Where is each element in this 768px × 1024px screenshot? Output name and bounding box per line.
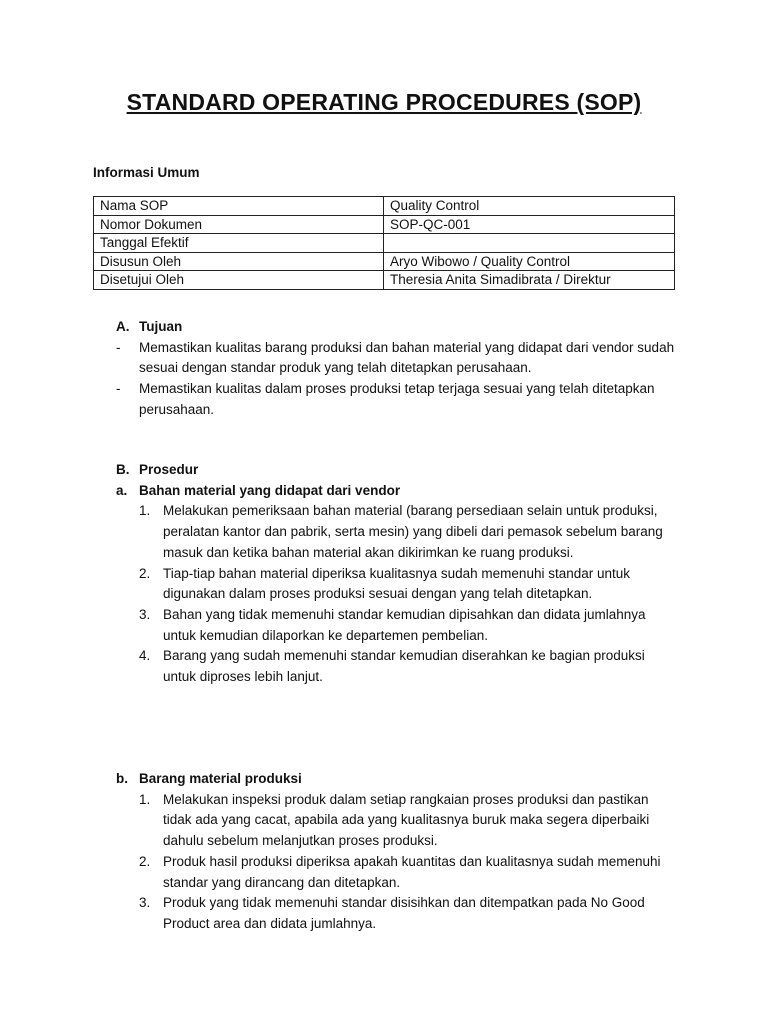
- info-value: [384, 234, 675, 253]
- table-row: [94, 252, 675, 271]
- info-label: Nama SOP: [94, 197, 384, 216]
- list-item: [116, 501, 676, 563]
- section-marker: A.: [116, 319, 130, 334]
- item-text: Produk yang tidak memenuhi standar disisihkan dan ditempatkan pada No Good Product area dan didata jumlahnya.: [163, 895, 645, 931]
- general-info-heading: Informasi Umum: [93, 165, 200, 180]
- section-b: [116, 460, 676, 688]
- list-item: [116, 790, 676, 852]
- item-text: Tiap-tiap bahan material diperiksa kualitasnya sudah memenuhi standar untuk digunakan dalam proses produksi sesuai dengan yang telah ditetapkan.: [163, 565, 631, 602]
- subsection-marker: a.: [116, 482, 128, 498]
- item-text: Melakukan inspeksi produk dalam setiap rangkaian proses produksi dan pastikan tidak ada yang cacat, apabila ada yang kualitasnya buruk maka segera diperbaiki dahulu sebelum melanjutkan proses produksi.: [163, 791, 650, 849]
- info-table: [93, 196, 675, 290]
- subsection-marker: b.: [116, 771, 128, 786]
- list-item: [116, 564, 676, 605]
- info-label: Disusun Oleh: [94, 252, 384, 271]
- list-item: [116, 852, 676, 893]
- subsection-a-heading-row: [116, 481, 676, 502]
- item-number: 2.: [139, 565, 151, 581]
- list-item: [116, 893, 676, 934]
- table-row: [94, 215, 675, 234]
- section-heading: Tujuan: [139, 319, 183, 334]
- item-number: 3.: [139, 606, 151, 622]
- section-a-heading-row: [116, 317, 676, 338]
- subsection-heading: Bahan material yang didapat dari vendor: [139, 482, 401, 498]
- item-number: 3.: [139, 895, 151, 911]
- info-label: Tanggal Efektif: [94, 234, 384, 253]
- bullet-marker: -: [116, 381, 121, 397]
- subsection-heading: Barang material produksi: [139, 771, 302, 786]
- section-marker: B.: [116, 462, 130, 477]
- bullet-text: Memastikan kualitas dalam proses produksi tetap terjaga sesuai yang telah ditetapkan perusahaan.: [139, 381, 655, 417]
- bullet-text: Memastikan kualitas barang produksi dan bahan material yang didapat dari vendor sudah sesuai dengan standar produk yang telah ditetapkan perusahaan.: [139, 339, 675, 376]
- item-text: Produk hasil produksi diperiksa apakah kuantitas dan kualitasnya sudah memenuhi standar yang dirancang dan ditetapkan.: [163, 853, 661, 890]
- item-number: 4.: [139, 648, 151, 664]
- document-title: STANDARD OPERATING PROCEDURES (SOP): [126, 89, 642, 115]
- section-b-heading-row: [116, 460, 676, 481]
- info-value: Aryo Wibowo / Quality Control: [384, 252, 675, 271]
- section-a: [116, 317, 676, 421]
- subsection-b-heading-row: [116, 769, 676, 790]
- table-row: [94, 271, 675, 290]
- list-item: [116, 338, 676, 379]
- info-label: Disetujui Oleh: [94, 271, 384, 290]
- section-heading: Prosedur: [139, 462, 199, 477]
- item-number: 2.: [139, 853, 151, 869]
- subsection-b: [116, 769, 676, 935]
- list-item: [116, 379, 676, 420]
- info-value: Theresia Anita Simadibrata / Direktur: [384, 271, 675, 290]
- list-item: [116, 646, 676, 687]
- info-label: Nomor Dokumen: [94, 215, 384, 234]
- table-row: [94, 234, 675, 253]
- bullet-marker: -: [116, 339, 121, 355]
- info-value: SOP-QC-001: [384, 215, 675, 234]
- item-text: Melakukan pemeriksaan bahan material (barang persediaan selain untuk produksi, peralatan kantor dan pabrik, serta mesin) yang dibeli dari pemasok sebelum barang masuk dan ketika bahan material akan dikirimkan ke ruang produksi.: [163, 503, 663, 560]
- info-value: Quality Control: [384, 197, 675, 216]
- item-number: 1.: [139, 791, 151, 807]
- item-number: 1.: [139, 503, 151, 519]
- item-text: Barang yang sudah memenuhi standar kemudian diserahkan ke bagian produksi untuk diproses lebih lanjut.: [163, 648, 645, 685]
- table-row: [94, 197, 675, 216]
- list-item: [116, 605, 676, 646]
- item-text: Bahan yang tidak memenuhi standar kemudian dipisahkan dan didata jumlahnya untuk kemudian dilaporkan ke departemen pembelian.: [163, 606, 646, 643]
